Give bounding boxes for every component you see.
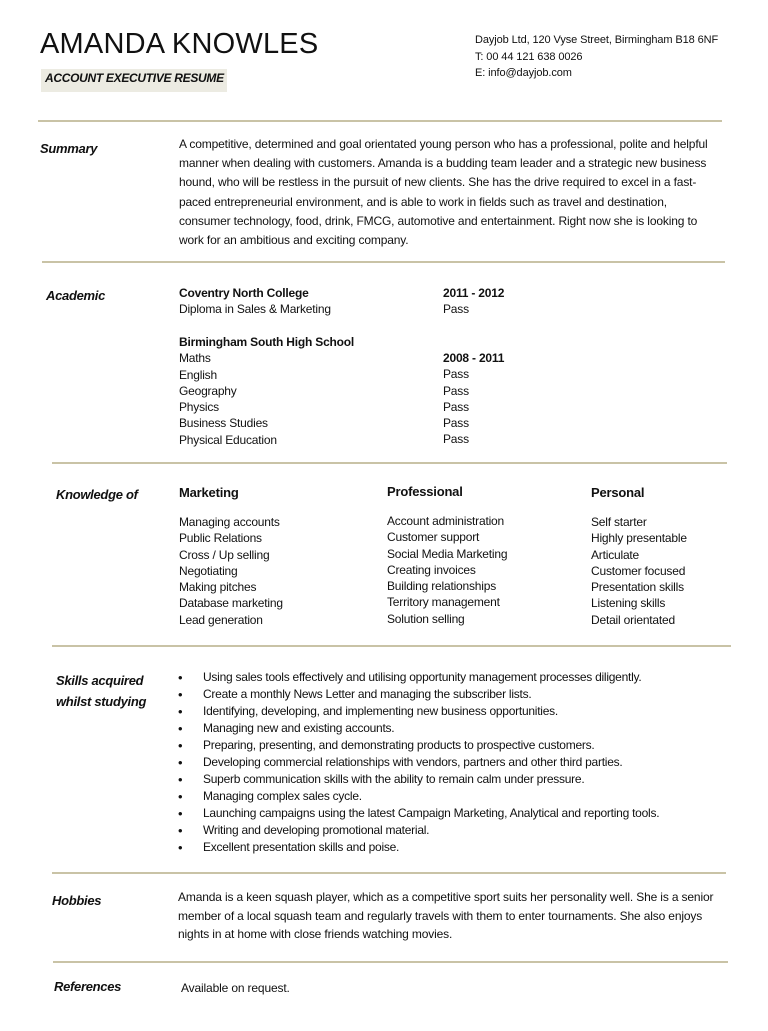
academic-college — [179, 285, 429, 318]
skill-item: • Developing commercial relationships with vendors, partners and other third parties. — [178, 754, 738, 771]
resume-subtitle: ACCOUNT EXECUTIVE RESUME — [45, 71, 224, 85]
knowledge-list — [179, 514, 379, 628]
school-result: Pass — [443, 399, 469, 414]
school-subject: Business Studies — [179, 416, 268, 431]
school-subject: Geography — [179, 383, 237, 398]
section-label-summary: Summary — [40, 141, 98, 156]
knowledge-item: Cross / Up selling — [179, 547, 270, 562]
knowledge-item: Presentation skills — [591, 580, 684, 595]
knowledge-item: Social Media Marketing — [387, 546, 508, 561]
skill-item: • Launching campaigns using the latest Campaign Marketing, Analytical and reporting tools. — [178, 805, 738, 822]
knowledge-item: Making pitches — [179, 580, 257, 595]
section-label-academic: Academic — [46, 288, 106, 303]
skills-label-line: Skills acquired — [56, 673, 144, 688]
skill-item: • Preparing, presenting, and demonstrating products to prospective customers. — [178, 737, 738, 754]
section-label-references: References — [54, 979, 122, 994]
school-subject: Physics — [179, 400, 219, 415]
skill-item: • Managing new and existing accounts. — [178, 720, 738, 737]
college-name: Coventry North College — [179, 286, 309, 300]
hobbies-text: Amanda is a keen squash player, which as a competitive sport suits her personality well. She is a senior member of a local squash team and regularly travels with them to enter tournaments. She also enjoys nights in at home with close friends watching movies. — [178, 890, 714, 941]
knowledge-heading: Professional — [387, 484, 463, 499]
school-dates: 2008 - 2011 — [443, 351, 505, 365]
knowledge-item: Territory management — [387, 595, 500, 610]
knowledge-column-professional — [387, 484, 587, 627]
skill-item: • Identifying, developing, and implementing new business opportunities. — [178, 703, 738, 720]
academic-school-meta — [443, 350, 563, 448]
knowledge-heading: Personal — [591, 485, 645, 500]
divider — [52, 645, 731, 647]
academic-school — [179, 334, 429, 448]
college-course: Diploma in Sales & Marketing — [179, 302, 331, 317]
divider — [42, 261, 725, 263]
skill-item: • Managing complex sales cycle. — [178, 788, 738, 805]
skills-label-line: whilst studying — [56, 694, 147, 709]
contact-email: E: info@dayjob.com — [475, 67, 572, 79]
divider — [38, 120, 722, 122]
skills-list — [178, 669, 738, 856]
skill-item: • Excellent presentation skills and poise. — [178, 839, 738, 856]
knowledge-item: Customer support — [387, 530, 480, 545]
divider — [53, 961, 728, 963]
knowledge-list — [591, 514, 761, 628]
section-label-knowledge: Knowledge of — [56, 487, 138, 502]
school-result: Pass — [443, 416, 469, 431]
knowledge-list — [387, 513, 587, 627]
divider — [52, 462, 727, 464]
references-text: Available on request. — [181, 981, 290, 995]
contact-block — [475, 32, 718, 82]
contact-address: Dayjob Ltd, 120 Vyse Street, Birmingham B18 6NF — [475, 34, 719, 46]
knowledge-item: Public Relations — [179, 531, 262, 546]
college-dates: 2011 - 2012 — [443, 286, 505, 300]
knowledge-item: Highly presentable — [591, 531, 687, 546]
skill-item: • Create a monthly News Letter and managing the subscriber lists. — [178, 686, 738, 703]
school-result: Pass — [443, 367, 469, 382]
college-result: Pass — [443, 302, 469, 317]
summary-text: A competitive, determined and goal orientated young person who has a professional, polite and helpful manner when dealing with customers. Amanda is a budding team leader and a strategic new business hound, who will be restless in the pursuit of new clients. She has the drive required to excel in a fast-paced entrepreneurial environment, and is able to work in fields such as travel and destination, consumer technology, food, drink, FMCG, automotive and entertainment. Right now she is looking to work for an ambitious and exciting company. — [179, 137, 708, 248]
knowledge-item: Negotiating — [179, 563, 238, 578]
school-result: Pass — [443, 383, 469, 398]
school-name: Birmingham South High School — [179, 335, 355, 349]
academic-college-meta — [443, 285, 563, 318]
knowledge-item: Building relationships — [387, 579, 497, 594]
section-label-hobbies: Hobbies — [52, 893, 102, 908]
divider — [52, 872, 726, 874]
contact-phone: T: 00 44 121 638 0026 — [475, 50, 583, 63]
knowledge-column-personal — [591, 485, 761, 628]
knowledge-item: Database marketing — [179, 596, 283, 611]
school-subject: English — [179, 367, 217, 382]
knowledge-column-marketing — [179, 485, 379, 628]
knowledge-item: Self starter — [591, 515, 647, 529]
school-subject: Maths — [179, 351, 211, 366]
skill-item: • Using sales tools effectively and utilising opportunity management processes diligently. — [178, 669, 738, 686]
knowledge-heading: Marketing — [179, 485, 239, 500]
school-result: Pass — [443, 432, 469, 447]
knowledge-item: Customer focused — [591, 563, 686, 578]
section-label-skills — [56, 670, 146, 712]
candidate-name: AMANDA KNOWLES — [40, 28, 319, 60]
skill-item: • Superb communication skills with the ability to remain calm under pressure. — [178, 771, 738, 788]
knowledge-item: Creating invoices — [387, 562, 476, 577]
knowledge-item: Solution selling — [387, 611, 465, 626]
skill-item: • Writing and developing promotional material. — [178, 822, 738, 839]
school-subject: Physical Education — [179, 432, 277, 447]
knowledge-item: Lead generation — [179, 612, 263, 627]
knowledge-item: Articulate — [591, 547, 640, 562]
knowledge-item: Detail orientated — [591, 612, 675, 627]
knowledge-item: Account administration — [387, 514, 504, 528]
knowledge-item: Managing accounts — [179, 515, 280, 529]
knowledge-item: Listening skills — [591, 596, 666, 611]
